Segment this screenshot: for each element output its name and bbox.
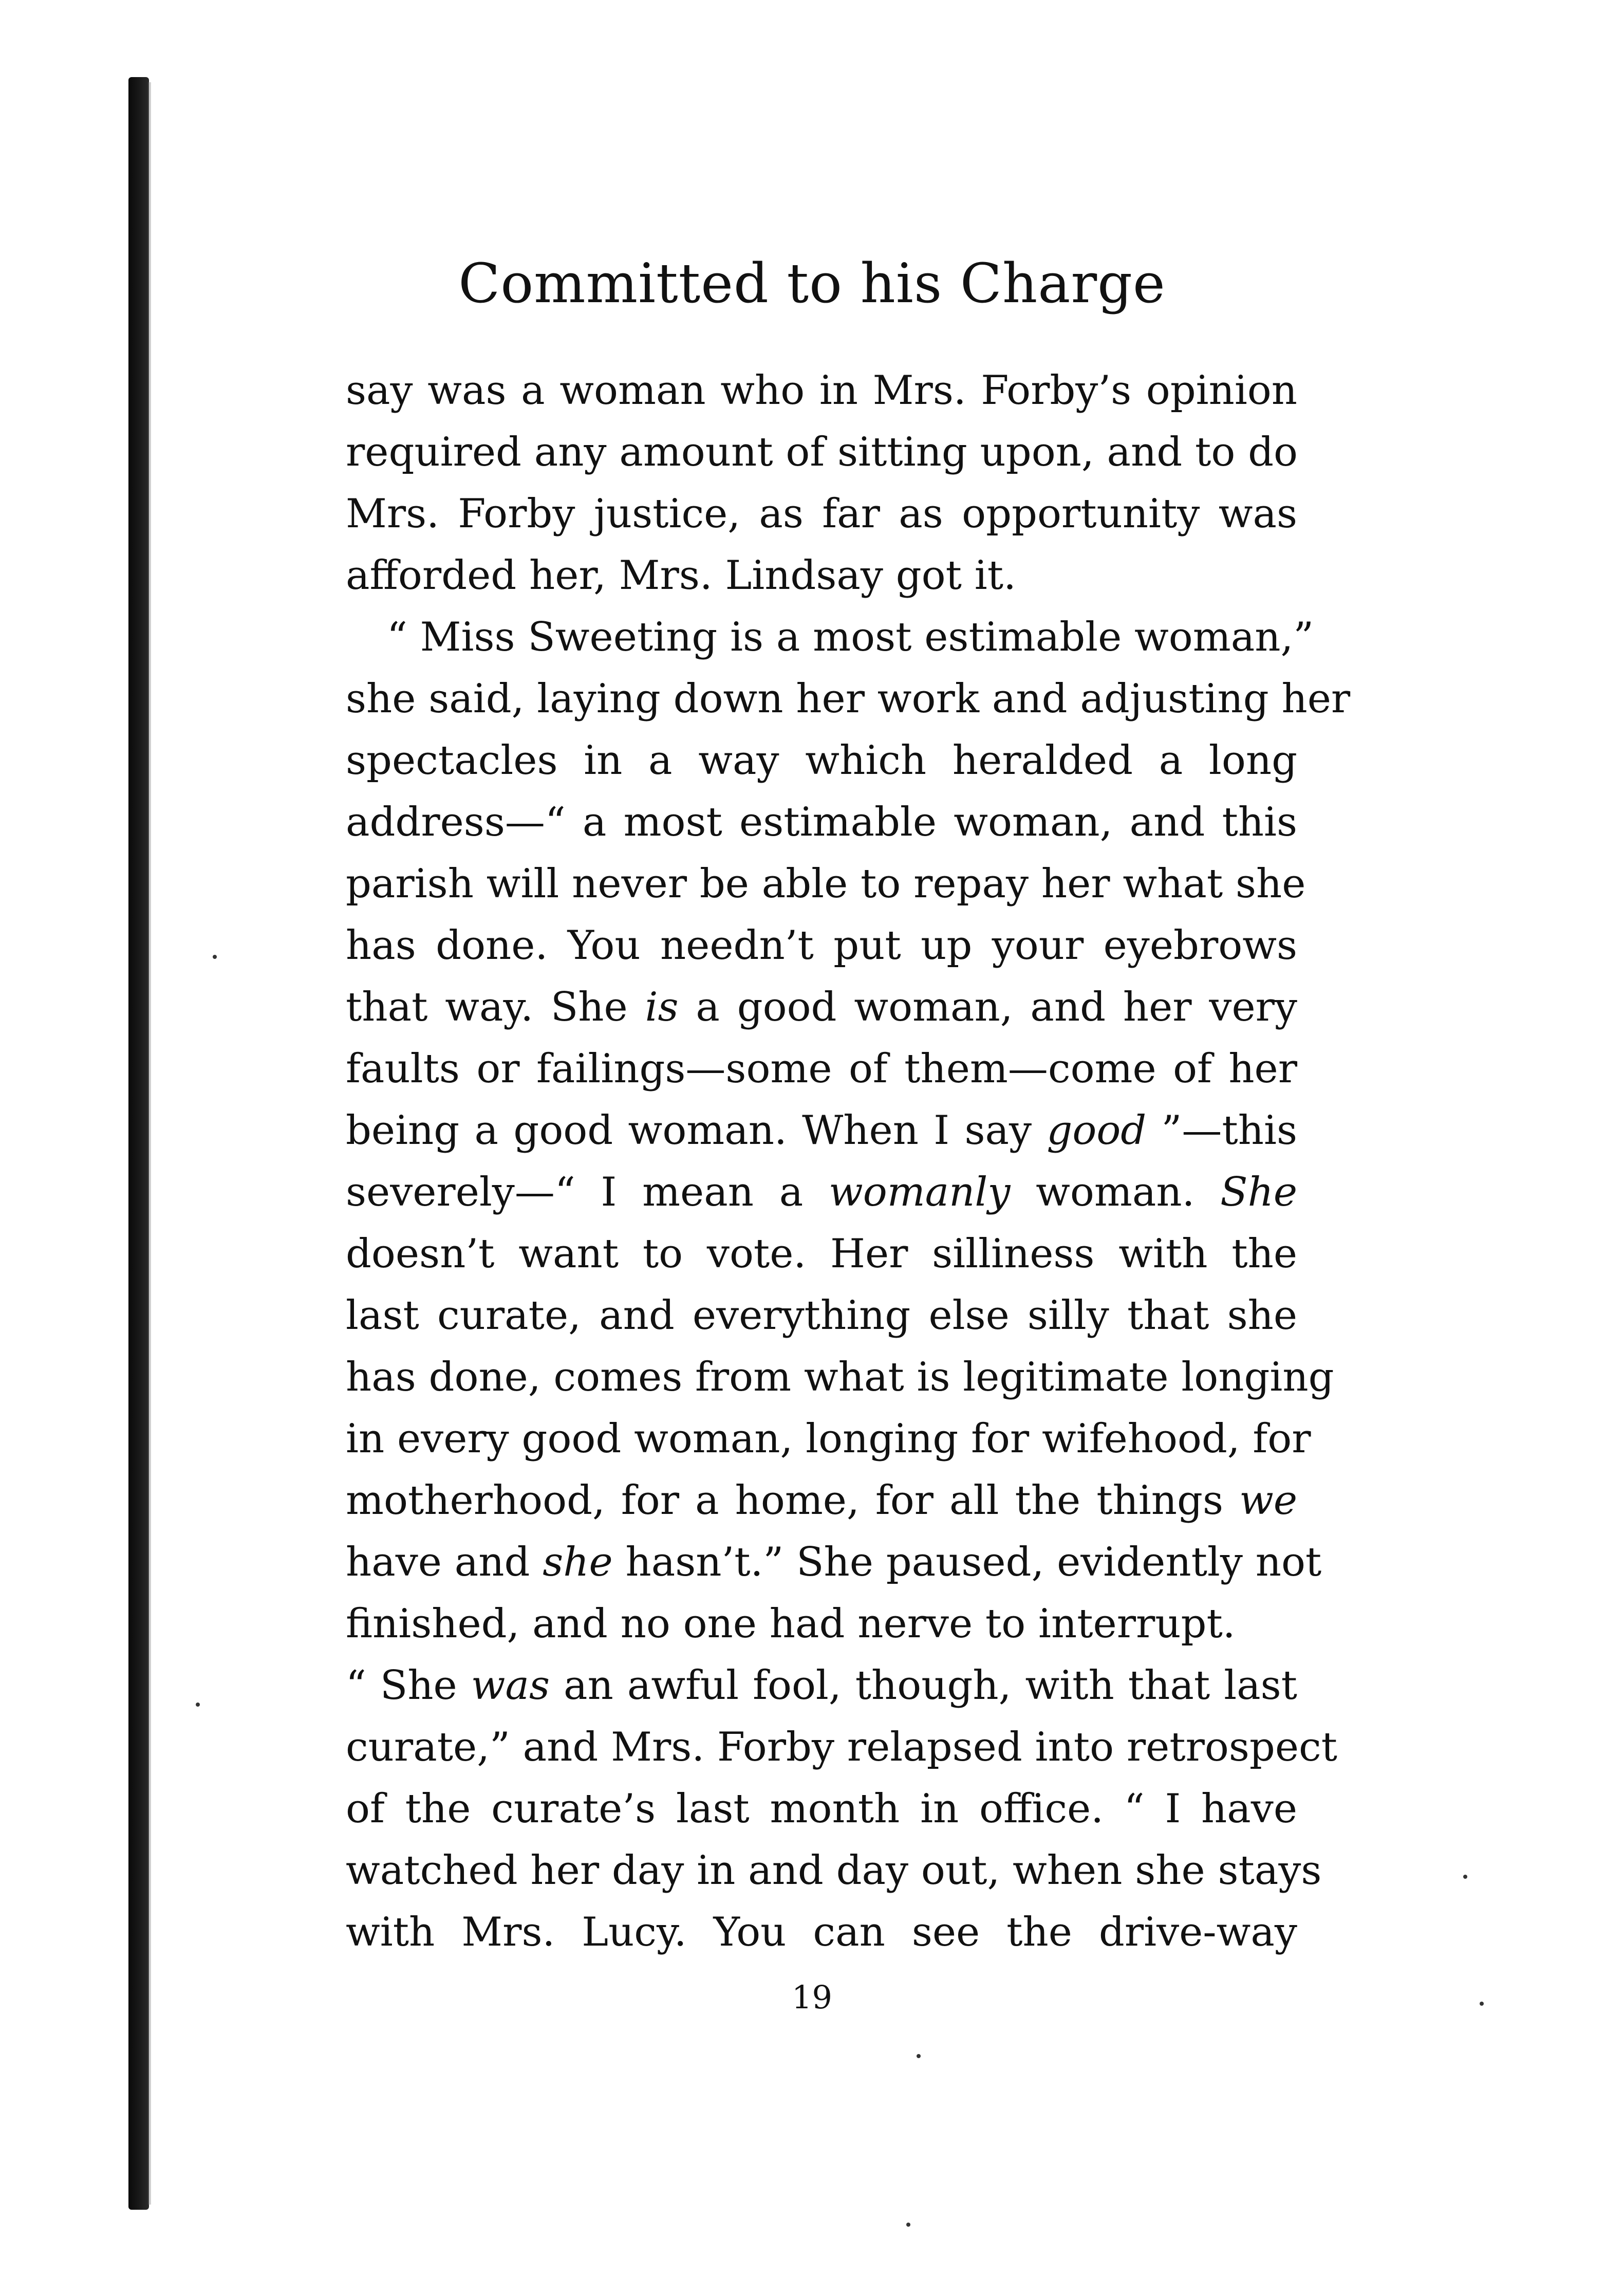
text-line bbox=[346, 915, 1297, 976]
text-line bbox=[346, 1901, 1297, 1963]
text-line bbox=[346, 1840, 1322, 1901]
text-span: “ Miss Sweeting is a most estimable woman,” bbox=[387, 614, 1314, 660]
text-span: that way. She bbox=[346, 984, 645, 1030]
italic-text: we bbox=[1239, 1477, 1297, 1524]
running-head: Committed to his Charge bbox=[458, 252, 1166, 315]
text-span: doesn’t want to vote. Her silliness with the bbox=[346, 1231, 1297, 1277]
text-span: woman. bbox=[1010, 1169, 1221, 1215]
text-span: hasn’t.” She paused, evidently not bbox=[612, 1539, 1322, 1585]
text-span: she said, laying down her work and adjusting her bbox=[346, 676, 1351, 722]
text-span: with Mrs. Lucy. You can see the drive-way bbox=[346, 1909, 1297, 1955]
text-line bbox=[346, 1346, 1334, 1408]
text-span: Mrs. Forby justice, as far as opportunity was bbox=[346, 491, 1297, 537]
text-line bbox=[346, 606, 1314, 668]
text-span: address—“ a most estimable woman, and this bbox=[346, 799, 1297, 845]
text-line bbox=[346, 853, 1306, 915]
text-line bbox=[346, 1531, 1322, 1593]
text-span: have and bbox=[346, 1539, 543, 1585]
italic-text: she bbox=[543, 1539, 613, 1585]
text-line bbox=[346, 1716, 1338, 1778]
print-speck bbox=[213, 955, 217, 959]
text-line bbox=[346, 1223, 1297, 1285]
italic-text: is bbox=[645, 984, 679, 1030]
text-span: afforded her, Mrs. Lindsay got it. bbox=[346, 552, 1016, 599]
print-speck bbox=[196, 1703, 200, 1707]
text-span: has done, comes from what is legitimate longing bbox=[346, 1354, 1334, 1400]
text-span: a good woman, and her very bbox=[678, 984, 1297, 1030]
text-span: say was a woman who in Mrs. Forby’s opinion bbox=[346, 367, 1297, 414]
text-span: watched her day in and day out, when she stays bbox=[346, 1847, 1322, 1894]
text-line bbox=[346, 1100, 1297, 1161]
page-binding-shadow bbox=[148, 82, 151, 2205]
text-span: last curate, and everything else silly that she bbox=[346, 1292, 1297, 1339]
text-line bbox=[346, 1038, 1297, 1100]
page-binding-edge bbox=[128, 77, 149, 2210]
text-span: an awful fool, though, with that last bbox=[550, 1662, 1298, 1709]
print-speck bbox=[1480, 2002, 1484, 2006]
print-speck bbox=[917, 2054, 921, 2058]
italic-text: She bbox=[1220, 1169, 1297, 1215]
print-speck bbox=[1463, 1875, 1467, 1879]
text-line bbox=[346, 360, 1297, 421]
text-span: ”—this bbox=[1146, 1107, 1297, 1154]
text-line bbox=[346, 1655, 1297, 1716]
text-span: parish will never be able to repay her what she bbox=[346, 861, 1306, 907]
text-span: faults or failings—some of them—come of her bbox=[346, 1046, 1297, 1092]
text-span: of the curate’s last month in office. “ I have bbox=[346, 1786, 1297, 1832]
page-number: 19 bbox=[792, 1978, 832, 2016]
text-span: required any amount of sitting upon, and to do bbox=[346, 429, 1298, 475]
text-line bbox=[346, 1470, 1297, 1531]
text-line bbox=[346, 545, 1297, 606]
text-line bbox=[346, 976, 1297, 1038]
text-line bbox=[346, 421, 1297, 483]
text-line bbox=[346, 483, 1297, 545]
italic-text: womanly bbox=[828, 1169, 1011, 1215]
text-line bbox=[346, 1161, 1297, 1223]
text-line bbox=[346, 1408, 1311, 1470]
text-line bbox=[346, 668, 1351, 730]
text-line bbox=[346, 1593, 1297, 1655]
text-span: “ She bbox=[346, 1662, 471, 1709]
print-speck bbox=[906, 2223, 910, 2227]
text-line bbox=[346, 1778, 1297, 1840]
text-line bbox=[346, 1285, 1297, 1346]
text-span: severely—“ I mean a bbox=[346, 1169, 829, 1215]
italic-text: good bbox=[1047, 1107, 1147, 1154]
body-text bbox=[346, 360, 1351, 1963]
text-span: has done. You needn’t put up your eyebrows bbox=[346, 922, 1297, 969]
italic-text: was bbox=[471, 1662, 550, 1709]
text-span: motherhood, for a home, for all the things bbox=[346, 1477, 1240, 1524]
text-line bbox=[346, 791, 1297, 853]
text-span: spectacles in a way which heralded a long bbox=[346, 737, 1297, 784]
text-line bbox=[346, 730, 1297, 791]
text-span: in every good woman, longing for wifehood, for bbox=[346, 1416, 1311, 1462]
text-span: being a good woman. When I say bbox=[346, 1107, 1047, 1154]
text-span: curate,” and Mrs. Forby relapsed into retrospect bbox=[346, 1724, 1338, 1770]
text-span: finished, and no one had nerve to interrupt. bbox=[346, 1601, 1236, 1647]
